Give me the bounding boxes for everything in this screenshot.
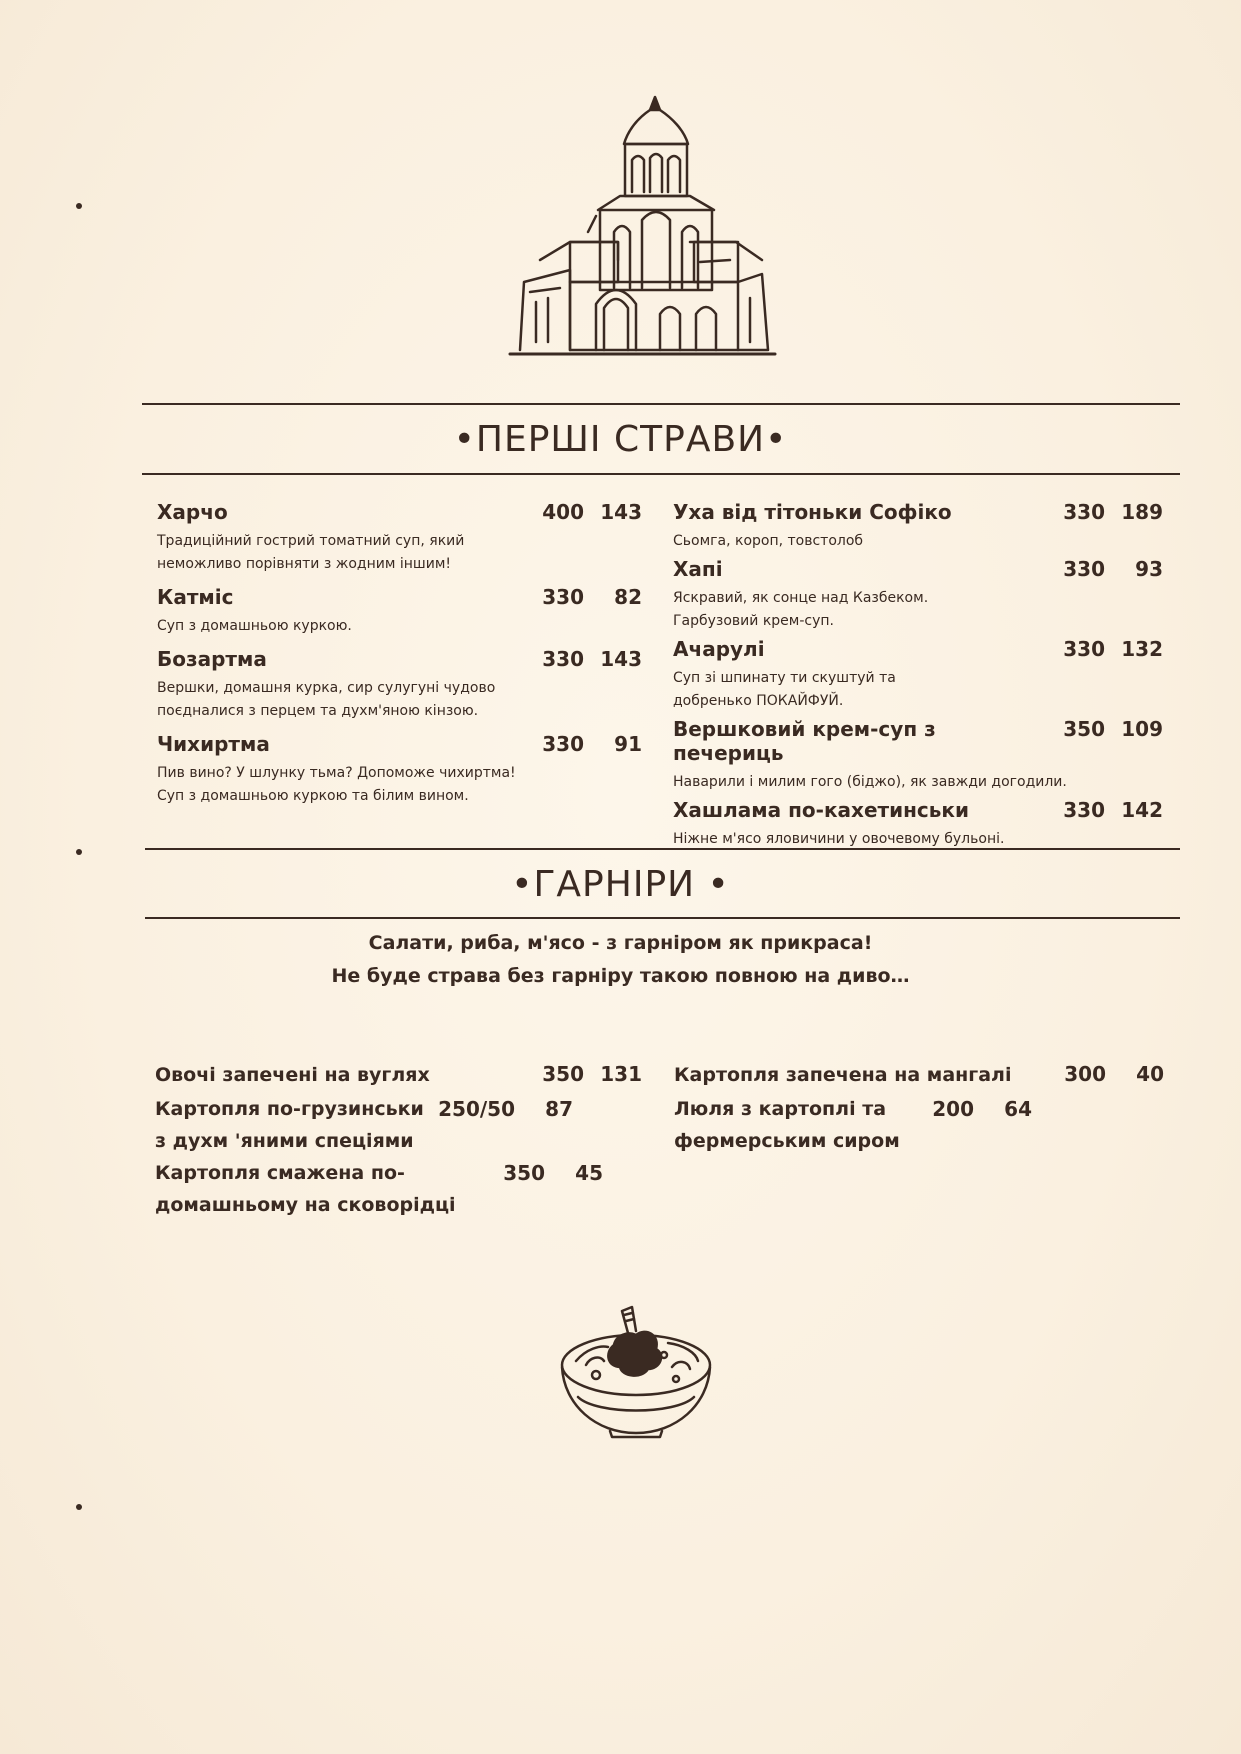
item-name: Харчо: [157, 500, 228, 524]
menu-item: [157, 647, 642, 723]
church-icon: [500, 92, 780, 372]
item-price: 189: [1121, 500, 1163, 524]
margin-dot: [76, 203, 82, 209]
item-name: Ачарулі: [673, 637, 765, 661]
first-courses-left-column: [157, 500, 642, 808]
item-price: 93: [1135, 557, 1163, 581]
menu-item: [157, 500, 642, 576]
item-description: Вершки, домашня курка, сир сулугуні чудово поєдналися з перцем та духм'яною кінзою.: [157, 680, 496, 719]
item-price: 64: [1004, 1097, 1032, 1121]
section-title-garnishes: •ГАРНІРИ •: [511, 864, 730, 905]
item-weight: 200: [932, 1097, 974, 1121]
section-rule-bottom: [145, 917, 1180, 919]
item-weight: 400: [542, 500, 584, 524]
item-weight: 350: [542, 1062, 584, 1086]
menu-item: [673, 500, 1163, 553]
item-price: 132: [1121, 637, 1163, 661]
menu-item: [157, 732, 642, 808]
item-weight: 350: [1063, 717, 1105, 741]
section-rule-top: [145, 848, 1180, 850]
menu-item: [155, 1093, 642, 1157]
item-weight: 330: [1063, 637, 1105, 661]
menu-item: [155, 1157, 642, 1221]
item-description: Наварили і милим гого (біджо), як завжди догодили.: [673, 774, 1067, 790]
item-weight: 350: [503, 1161, 545, 1185]
item-name: Хапі: [673, 557, 723, 581]
menu-item: [674, 1093, 1164, 1157]
menu-item: [155, 1058, 642, 1091]
garnishes-left-column: [155, 1058, 642, 1221]
tagline-line-2: Не буде страва без гарніру такою повною на диво…: [331, 965, 910, 987]
item-weight: 330: [1063, 798, 1105, 822]
item-weight: 300: [1064, 1062, 1106, 1086]
item-weight: 330: [1063, 557, 1105, 581]
item-price: 143: [600, 647, 642, 671]
item-description: Суп з домашньою куркою.: [157, 618, 352, 634]
item-weight: 330: [542, 732, 584, 756]
section-rule-bottom: [142, 473, 1180, 475]
item-price: 40: [1136, 1062, 1164, 1086]
item-name: Бозартма: [157, 647, 267, 671]
item-weight: 330: [1063, 500, 1105, 524]
item-description: Пив вино? У шлунку тьма? Допоможе чихиртма! Суп з домашньою куркою та білим вином.: [157, 765, 516, 804]
item-price: 45: [575, 1161, 603, 1185]
section-rule-top: [142, 403, 1180, 405]
first-courses-right-column: [673, 500, 1163, 851]
tagline-line-1: Салати, риба, м'ясо - з гарніром як прикраса!: [368, 932, 873, 954]
item-description: Суп зі шпинату ти скуштуй та добренько ПОКАЙФУЙ.: [673, 670, 896, 709]
item-name: Люля з картоплі та фермерським сиром: [674, 1098, 900, 1152]
menu-item: [673, 637, 1163, 713]
item-name: Картопля по-грузинськи з духм 'яними спеціями: [155, 1098, 424, 1152]
item-price: 82: [614, 585, 642, 609]
item-price: 131: [600, 1062, 642, 1086]
item-weight: 250/50: [438, 1097, 515, 1121]
item-price: 109: [1121, 717, 1163, 741]
menu-item: [674, 1058, 1164, 1091]
menu-item: [673, 717, 1163, 794]
item-name: Хашлама по-кахетинськи: [673, 798, 970, 822]
item-name: Овочі запечені на вуглях: [155, 1064, 430, 1086]
menu-item: [673, 798, 1163, 851]
item-description: Традиційний гострий томатний суп, який неможливо порівняти з жодним іншим!: [157, 533, 465, 572]
item-name: Картопля запечена на мангалі: [674, 1064, 1012, 1086]
menu-item: [157, 585, 642, 638]
item-name: Картопля смажена по-домашньому на сковорідці: [155, 1162, 456, 1216]
item-name: Катміс: [157, 585, 234, 609]
soup-bowl-icon: [556, 1305, 716, 1440]
item-name: Чихиртма: [157, 732, 270, 756]
item-description: Яскравий, як сонце над Казбеком. Гарбузовий крем-суп.: [673, 590, 929, 629]
item-weight: 330: [542, 647, 584, 671]
item-description: Ніжне м'ясо яловичини у овочевому бульоні.: [673, 831, 1005, 847]
item-price: 91: [614, 732, 642, 756]
item-weight: 330: [542, 585, 584, 609]
item-price: 142: [1121, 798, 1163, 822]
section-title-first-courses: •ПЕРШІ СТРАВИ•: [453, 419, 788, 460]
item-price: 87: [545, 1097, 573, 1121]
margin-dot: [76, 1504, 82, 1510]
item-name: Уха від тітоньки Софіко: [673, 500, 952, 524]
item-price: 143: [600, 500, 642, 524]
menu-item: [673, 557, 1163, 633]
item-description: Сьомга, короп, товстолоб: [673, 533, 864, 549]
margin-dot: [76, 849, 82, 855]
garnishes-right-column: [674, 1058, 1164, 1157]
item-name: Вершковий крем-суп з печериць: [673, 717, 936, 765]
